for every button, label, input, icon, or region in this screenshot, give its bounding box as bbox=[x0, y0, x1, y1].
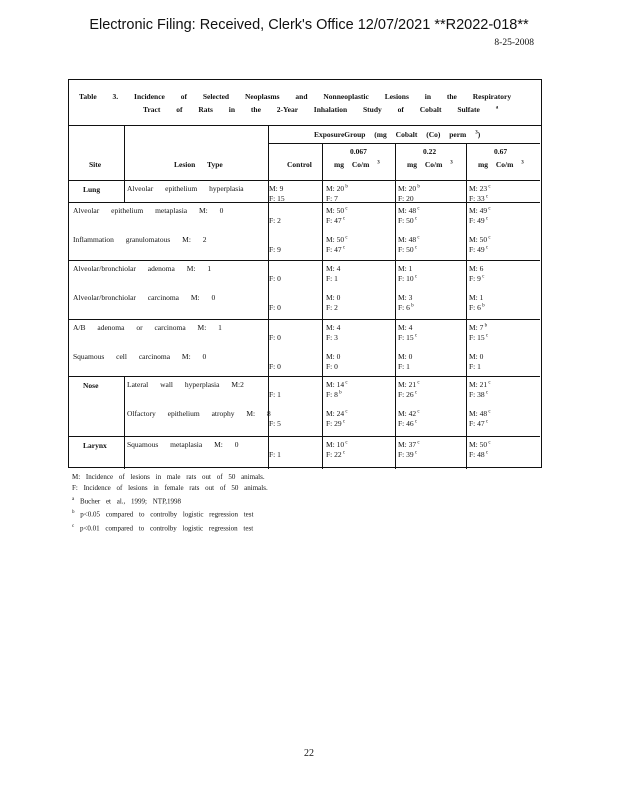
footnote-mark: c bbox=[484, 216, 489, 222]
dose-1-unit: mg Co/m $^3$ bbox=[334, 160, 380, 169]
cell-female-incidence: F: 15 $^c$ bbox=[469, 333, 489, 342]
row-divider bbox=[69, 260, 540, 261]
footnote-mark: c bbox=[341, 216, 346, 222]
table-footnotes bbox=[72, 472, 268, 534]
cell-female-incidence: F: 9 $^c$ bbox=[469, 274, 485, 283]
dose-2-value: 0.22 bbox=[423, 147, 437, 156]
date-stamp: 8-25-2008 bbox=[494, 38, 534, 48]
cell-female-incidence: F: 0 bbox=[269, 303, 281, 312]
cell-female-incidence: F: 15 $^c$ bbox=[398, 333, 418, 342]
cell-female-incidence: F: 2 bbox=[269, 216, 281, 225]
cell-male-incidence: M: 0 bbox=[398, 352, 413, 361]
column-divider bbox=[124, 126, 125, 202]
cell-male-incidence: M: 20 $^b$ bbox=[398, 184, 420, 193]
cell-female-incidence: F: 48 $^c$ bbox=[469, 450, 489, 459]
footnote-mark: c bbox=[487, 206, 491, 212]
footnote-mark: c bbox=[487, 409, 491, 415]
cell-female-incidence: F: 50 $^c$ bbox=[398, 216, 418, 225]
row-divider bbox=[69, 180, 540, 181]
cell-male-incidence: M: 7 $^b$ bbox=[469, 323, 488, 332]
cell-male-incidence: M: 42 $^c$ bbox=[398, 409, 420, 418]
exposure-group-header: ExposureGroup (mg Cobalt (Co) perm $^3$) bbox=[314, 130, 481, 139]
page-number: 22 bbox=[304, 748, 314, 759]
cell-female-incidence: F: 29 $^c$ bbox=[326, 419, 346, 428]
filing-header: Electronic Filing: Received, Clerk's Office 12/07/2021 **R2022-018** bbox=[89, 17, 529, 33]
lesion-type: Alveolar/bronchiolar carcinoma M: 0 bbox=[73, 293, 216, 302]
footnote-mark: c bbox=[72, 523, 75, 529]
cell-female-incidence: F: 1 bbox=[269, 450, 281, 459]
footnote-mark: c bbox=[344, 440, 348, 446]
cell-female-incidence: F: 7 bbox=[326, 194, 338, 203]
footnote-mark: c bbox=[416, 380, 420, 386]
cell-female-incidence: F: 47 $^c$ bbox=[326, 216, 346, 225]
cell-male-incidence: M: 21 $^c$ bbox=[398, 380, 420, 389]
cell-male-incidence: M: 24 $^c$ bbox=[326, 409, 348, 418]
footnote-mark: c bbox=[487, 184, 491, 190]
cell-female-incidence: F: 1 bbox=[398, 362, 410, 371]
cell-male-incidence: M: 48 $^c$ bbox=[398, 235, 420, 244]
cell-female-incidence: F: 22 $^c$ bbox=[326, 450, 346, 459]
site-larynx: Larynx bbox=[83, 441, 107, 450]
cell-female-incidence: F: 50 $^c$ bbox=[398, 245, 418, 254]
cell-female-incidence: F: 0 bbox=[269, 274, 281, 283]
cell-female-incidence: F: 0 bbox=[326, 362, 338, 371]
cell-male-incidence: M: 50 $^c$ bbox=[326, 235, 348, 244]
column-divider bbox=[395, 143, 396, 469]
dose-2-unit: mg Co/m $^3$ bbox=[407, 160, 453, 169]
footnote-mark: c bbox=[413, 333, 418, 339]
footnote-mark: c bbox=[341, 419, 346, 425]
cell-male-incidence: M: 14 $^c$ bbox=[326, 380, 348, 389]
cell-male-incidence: M: 4 bbox=[326, 264, 341, 273]
cell-male-incidence: M: 1 bbox=[469, 293, 484, 302]
control-header: Control bbox=[287, 160, 312, 169]
footnote-mark: c bbox=[341, 245, 346, 251]
footnote-mark: c bbox=[484, 419, 489, 425]
cell-female-incidence: F: 39 $^c$ bbox=[398, 450, 418, 459]
row-divider bbox=[69, 319, 540, 320]
footnote-mark: c bbox=[413, 216, 418, 222]
footnote-mark: b bbox=[416, 184, 420, 190]
cell-male-incidence: M: 9 bbox=[269, 184, 284, 193]
footnote-mark: c bbox=[413, 419, 418, 425]
cell-male-incidence: M: 10 $^c$ bbox=[326, 440, 348, 449]
footnote-mark: c bbox=[484, 245, 489, 251]
cell-female-incidence: F: 49 $^c$ bbox=[469, 245, 489, 254]
footnote-mark: c bbox=[416, 409, 420, 415]
row-divider bbox=[69, 376, 540, 377]
footnote-mark: c bbox=[344, 235, 348, 241]
lesion-type: A/B adenoma or carcinoma M: 1 bbox=[73, 323, 222, 332]
lesion-type: Alveolar epithelium metaplasia M: 0 bbox=[73, 206, 224, 215]
cell-male-incidence: M: 6 bbox=[469, 264, 484, 273]
footnote-mark: a bbox=[72, 497, 75, 502]
dose-unit-sup: 3 bbox=[521, 160, 524, 166]
dose-1-value: 0.067 bbox=[350, 147, 367, 156]
cell-female-incidence: F: 20 bbox=[398, 194, 414, 203]
cell-female-incidence: F: 1 bbox=[269, 390, 281, 399]
column-divider bbox=[322, 143, 323, 469]
cell-male-incidence: M: 4 bbox=[326, 323, 341, 332]
footnote-mark: c bbox=[484, 390, 489, 396]
footnote: $^b$ p<0.05 compared to controlby logistic regression test bbox=[72, 510, 254, 519]
footnote-mark: c bbox=[413, 245, 418, 251]
footnote-mark: c bbox=[416, 235, 420, 241]
cell-female-incidence: F: 10 $^c$ bbox=[398, 274, 418, 283]
footnote-mark: c bbox=[484, 450, 489, 456]
cell-male-incidence: M: 4 bbox=[398, 323, 413, 332]
cell-male-incidence: M: 23 $^c$ bbox=[469, 184, 491, 193]
cell-female-incidence: F: 6 $^b$ bbox=[469, 303, 485, 312]
cell-female-incidence: F: 15 bbox=[269, 194, 285, 203]
dose-3-unit: mg Co/m $^3$ bbox=[478, 160, 524, 169]
cell-female-incidence: F: 9 bbox=[269, 245, 281, 254]
cell-male-incidence: M: 37 $^c$ bbox=[398, 440, 420, 449]
footnote-mark: b bbox=[72, 510, 75, 516]
footnote-mark: c bbox=[344, 409, 348, 415]
dose-unit-sup: 3 bbox=[450, 160, 453, 166]
cell-male-incidence: M: 48 $^c$ bbox=[398, 206, 420, 215]
cell-female-incidence: F: 38 $^c$ bbox=[469, 390, 489, 399]
lesion-type: Squamous metaplasia M: 0 bbox=[127, 440, 239, 449]
cell-male-incidence: M: 20 $^b$ bbox=[326, 184, 348, 193]
row-divider bbox=[268, 143, 540, 144]
column-divider bbox=[124, 376, 125, 469]
footnote: $^c$ p<0.01 compared to controlby logistic regression test bbox=[72, 523, 254, 532]
lesion-type: Alveolar/bronchiolar adenoma M: 1 bbox=[73, 264, 212, 273]
footnote: $^a$ Bucher et al., 1999; NTP,1998 bbox=[72, 497, 181, 506]
cell-male-incidence: M: 21 $^c$ bbox=[469, 380, 491, 389]
footnote-mark: c bbox=[487, 380, 491, 386]
column-divider bbox=[466, 143, 467, 469]
footnote-mark: b bbox=[409, 303, 414, 309]
lesion-type: Alveolar epithelium hyperplasia bbox=[127, 184, 244, 193]
lesion-type-header: Lesion Type bbox=[174, 160, 223, 169]
incidence-table bbox=[68, 79, 542, 468]
footnote-mark: c bbox=[344, 380, 348, 386]
cell-female-incidence: F: 47 $^c$ bbox=[326, 245, 346, 254]
cell-female-incidence: F: 0 bbox=[269, 362, 281, 371]
cell-male-incidence: M: 0 bbox=[326, 352, 341, 361]
footnote-mark: c bbox=[480, 274, 485, 280]
table-caption bbox=[69, 80, 541, 126]
footnote-mark: c bbox=[341, 450, 346, 456]
footnote-mark: c bbox=[484, 194, 489, 200]
footnote-mark: c bbox=[484, 333, 489, 339]
exposure-unit-sup: 3 bbox=[475, 130, 478, 136]
site-lung: Lung bbox=[83, 185, 101, 194]
cell-female-incidence: F: 47 $^c$ bbox=[469, 419, 489, 428]
footnote-mark: c bbox=[487, 235, 491, 241]
cell-male-incidence: M: 50 $^c$ bbox=[469, 235, 491, 244]
site-header: Site bbox=[89, 160, 102, 169]
cell-male-incidence: M: 50 $^c$ bbox=[326, 206, 348, 215]
footnote-mark: c bbox=[413, 390, 418, 396]
cell-female-incidence: F: 46 $^c$ bbox=[398, 419, 418, 428]
caption-line-1: Table 3. Incidence of Selected Neoplasms and Nonneoplastic Lesions in the Respiratory bbox=[79, 92, 512, 101]
dose-3-value: 0.67 bbox=[494, 147, 508, 156]
row-divider bbox=[69, 436, 540, 437]
cell-male-incidence: M: 49 $^c$ bbox=[469, 206, 491, 215]
footnote: M: Incidence of lesions in male rats out of 50 animals. bbox=[72, 473, 265, 481]
footnote: F: Incidence of lesions in female rats out of 50 animals. bbox=[72, 484, 268, 492]
cell-female-incidence: F: 49 $^c$ bbox=[469, 216, 489, 225]
cell-female-incidence: F: 5 bbox=[269, 419, 281, 428]
footnote-mark: b bbox=[483, 323, 488, 329]
footnote-mark: c bbox=[416, 440, 420, 446]
cell-male-incidence: M: 3 bbox=[398, 293, 413, 302]
footnote-mark: c bbox=[487, 440, 491, 446]
footnote-mark: c bbox=[416, 206, 420, 212]
cell-female-incidence: F: 0 bbox=[269, 333, 281, 342]
lesion-type: Lateral wall hyperplasia M:2 bbox=[127, 380, 244, 389]
cell-male-incidence: M: 1 bbox=[398, 264, 413, 273]
footnote-mark: c bbox=[344, 206, 348, 212]
cell-female-incidence: F: 8 $^b$ bbox=[326, 390, 342, 399]
footnote-mark: c bbox=[413, 450, 418, 456]
cell-male-incidence: M: 0 bbox=[469, 352, 484, 361]
cell-female-incidence: F: 33 $^c$ bbox=[469, 194, 489, 203]
footnote-mark: b bbox=[337, 390, 342, 396]
cell-male-incidence: M: 0 bbox=[326, 293, 341, 302]
site-nose: Nose bbox=[83, 381, 99, 390]
lesion-type: Inflammation granulomatous M: 2 bbox=[73, 235, 207, 244]
caption-footnote-mark: a bbox=[495, 105, 499, 111]
lesion-type: Olfactory epithelium atrophy M: 8 bbox=[127, 409, 271, 418]
footnote-mark: b bbox=[480, 303, 485, 309]
cell-male-incidence: M: 50 $^c$ bbox=[469, 440, 491, 449]
cell-female-incidence: F: 26 $^c$ bbox=[398, 390, 418, 399]
dose-unit-sup: 3 bbox=[377, 160, 380, 166]
cell-male-incidence: M: 48 $^c$ bbox=[469, 409, 491, 418]
cell-female-incidence: F: 1 bbox=[326, 274, 338, 283]
caption-line-2: Tract of Rats in the 2-Year Inhalation Study of Cobalt Sulfate $^a$ bbox=[143, 105, 499, 114]
footnote-mark: c bbox=[413, 274, 418, 280]
cell-female-incidence: F: 3 bbox=[326, 333, 338, 342]
footnote-mark: b bbox=[344, 184, 348, 190]
cell-female-incidence: F: 1 bbox=[469, 362, 481, 371]
cell-female-incidence: F: 2 bbox=[326, 303, 338, 312]
lesion-type: Squamous cell carcinoma M: 0 bbox=[73, 352, 207, 361]
cell-female-incidence: F: 6 $^b$ bbox=[398, 303, 414, 312]
